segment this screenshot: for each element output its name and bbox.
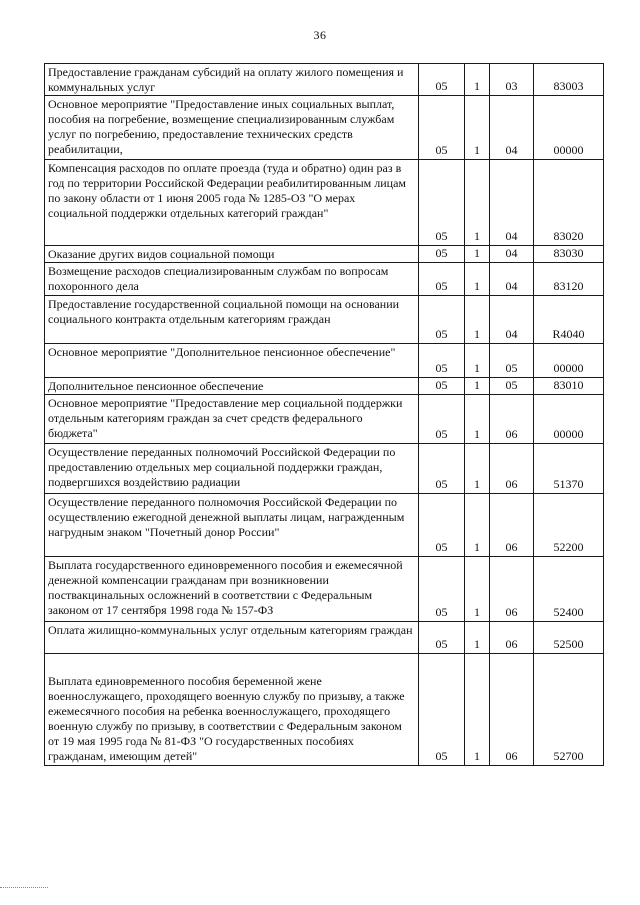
- row-name-cell: Предоставление государственной социальной помощи на основании социального контракта отдельным категориям граждан: [45, 296, 419, 344]
- table-row: [45, 494, 604, 557]
- row-code-cell: 83020: [534, 160, 604, 246]
- row-code-cell: 00000: [534, 344, 604, 378]
- table-row: [45, 64, 604, 96]
- table-row: [45, 263, 604, 296]
- row-code-cell: R4040: [534, 296, 604, 344]
- row-subprogram-cell: 04: [490, 263, 534, 296]
- row-name-cell: Оказание других видов социальной помощи: [45, 246, 419, 263]
- table-row: [45, 395, 604, 444]
- row-code-cell: 83120: [534, 263, 604, 296]
- row-code-cell: 51370: [534, 444, 604, 494]
- row-section-cell: 05: [419, 622, 465, 654]
- table-row: [45, 378, 604, 395]
- row-code-cell: 52700: [534, 654, 604, 766]
- row-code-cell: 00000: [534, 395, 604, 444]
- row-section-cell: 05: [419, 395, 465, 444]
- row-name-cell: Осуществление переданных полномочий Российской Федерации по предоставлению отдельных мер социальной поддержки граждан, подвергшихся воздействию радиации: [45, 444, 419, 494]
- row-subprogram-cell: 04: [490, 246, 534, 263]
- row-subprogram-cell: 06: [490, 557, 534, 622]
- row-section-cell: 05: [419, 263, 465, 296]
- row-section-cell: 05: [419, 160, 465, 246]
- row-section-cell: 05: [419, 64, 465, 96]
- row-code-cell: 52400: [534, 557, 604, 622]
- row-subprogram-cell: 05: [490, 378, 534, 395]
- table-row: [45, 160, 604, 246]
- row-name-cell: Основное мероприятие "Предоставление мер социальной поддержки отдельным категориям граждан за счет средств федерального бюджета": [45, 395, 419, 444]
- row-subprogram-cell: 04: [490, 296, 534, 344]
- row-program-cell: 1: [465, 622, 490, 654]
- row-name-cell: Компенсация расходов по оплате проезда (туда и обратно) один раз в год по территории Российской Федерации реабилитированным лицам по закону области от 1 июня 2005 года № 1285-ОЗ "О мерах социальной поддержки отдельных категорий граждан": [45, 160, 419, 246]
- row-name-cell: Оплата жилищно-коммунальных услуг отдельным категориям граждан: [45, 622, 419, 654]
- row-section-cell: 05: [419, 296, 465, 344]
- row-subprogram-cell: 06: [490, 444, 534, 494]
- row-name-cell: Дополнительное пенсионное обеспечение: [45, 378, 419, 395]
- row-code-cell: 52500: [534, 622, 604, 654]
- row-program-cell: 1: [465, 64, 490, 96]
- row-section-cell: 05: [419, 494, 465, 557]
- row-section-cell: 05: [419, 246, 465, 263]
- page-number: 36: [313, 28, 327, 42]
- row-subprogram-cell: 06: [490, 654, 534, 766]
- row-section-cell: 05: [419, 96, 465, 160]
- row-program-cell: 1: [465, 395, 490, 444]
- row-section-cell: 05: [419, 378, 465, 395]
- row-code-cell: 83010: [534, 378, 604, 395]
- row-program-cell: 1: [465, 160, 490, 246]
- table-row: [45, 246, 604, 263]
- row-code-cell: 83003: [534, 64, 604, 96]
- row-subprogram-cell: 05: [490, 344, 534, 378]
- row-program-cell: 1: [465, 263, 490, 296]
- row-name-cell: Предоставление гражданам субсидий на оплату жилого помещения и коммунальных услуг: [45, 64, 419, 96]
- row-subprogram-cell: 06: [490, 494, 534, 557]
- row-program-cell: 1: [465, 378, 490, 395]
- table-row: [45, 344, 604, 378]
- table-row: [45, 296, 604, 344]
- row-subprogram-cell: 06: [490, 395, 534, 444]
- row-subprogram-cell: 03: [490, 64, 534, 96]
- row-subprogram-cell: 04: [490, 160, 534, 246]
- table-row: [45, 654, 604, 766]
- row-program-cell: 1: [465, 96, 490, 160]
- row-code-cell: 83030: [534, 246, 604, 263]
- row-section-cell: 05: [419, 444, 465, 494]
- row-section-cell: 05: [419, 654, 465, 766]
- budget-classification-table: [44, 63, 604, 766]
- row-name-cell: Выплата единовременного пособия беременной жене военнослужащего, проходящего военную службу по призыву, а также ежемесячного пособия на ребенка военнослужащего, проходящего военную службу по призыву, в соответствии с Федеральным законом от 19 мая 1995 года № 81-ФЗ "О государственных пособиях гражданам, имеющим детей": [45, 654, 419, 766]
- row-program-cell: 1: [465, 246, 490, 263]
- table-row: [45, 622, 604, 654]
- row-program-cell: 1: [465, 296, 490, 344]
- table-row: [45, 557, 604, 622]
- table-row: [45, 444, 604, 494]
- row-code-cell: 52200: [534, 494, 604, 557]
- row-name-cell: Осуществление переданного полномочия Российской Федерации по осуществлению ежегодной денежной выплаты лицам, награжденным нагрудным знаком "Почетный донор России": [45, 494, 419, 557]
- row-section-cell: 05: [419, 344, 465, 378]
- row-program-cell: 1: [465, 654, 490, 766]
- row-subprogram-cell: 04: [490, 96, 534, 160]
- row-program-cell: 1: [465, 494, 490, 557]
- scan-artifact-line: [0, 887, 48, 888]
- row-name-cell: Выплата государственного единовременного пособия и ежемесячной денежной компенсации гражданам при возникновении поствакцинальных осложнений в соответствии с Федеральным законом от 17 сентября 1998 года № 157-ФЗ: [45, 557, 419, 622]
- row-program-cell: 1: [465, 344, 490, 378]
- row-name-cell: Возмещение расходов специализированным службам по вопросам похоронного дела: [45, 263, 419, 296]
- row-name-cell: Основное мероприятие "Дополнительное пенсионное обеспечение": [45, 344, 419, 378]
- row-section-cell: 05: [419, 557, 465, 622]
- row-name-cell: Основное мероприятие "Предоставление иных социальных выплат, пособия на погребение, возмещение специализированным службам услуг по погребению, предоставление технических средств реабилитации,: [45, 96, 419, 160]
- row-program-cell: 1: [465, 557, 490, 622]
- row-program-cell: 1: [465, 444, 490, 494]
- row-code-cell: 00000: [534, 96, 604, 160]
- row-subprogram-cell: 06: [490, 622, 534, 654]
- table-row: [45, 96, 604, 160]
